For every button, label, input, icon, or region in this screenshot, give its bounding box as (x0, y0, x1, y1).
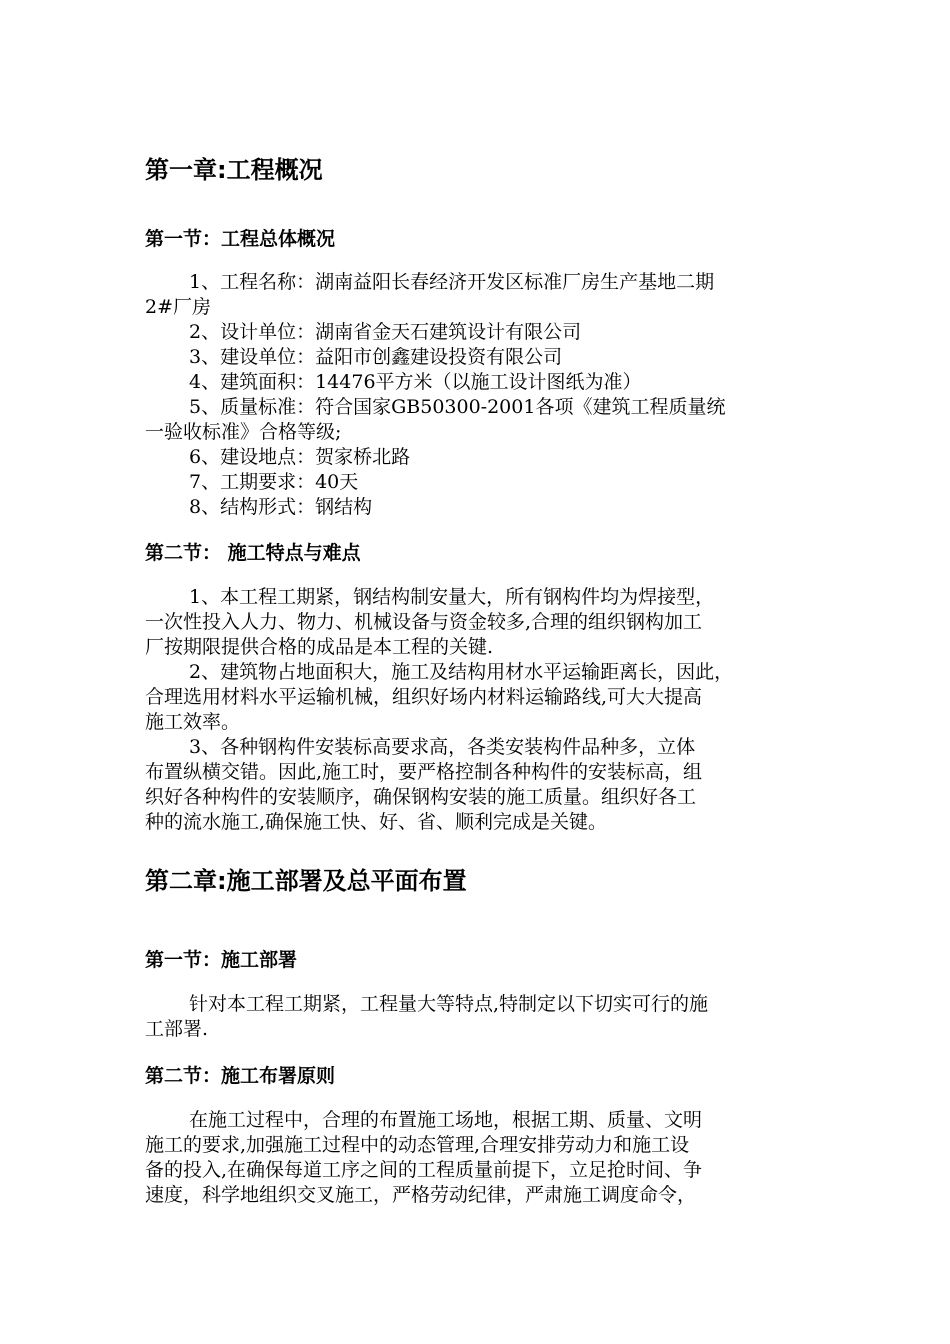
chapter-2-section-1-title: 第一节：施工部署 (145, 949, 298, 971)
principles-line-1: 在施工过程中，合理的布置施工场地，根据工期、质量、文明 (189, 1109, 703, 1131)
overview-item-building-area: 4、建筑面积：14476平方米（以施工设计图纸为准） (189, 371, 642, 393)
overview-item-location: 6、建设地点：贺家桥北路 (189, 446, 411, 468)
feature-paragraph-3-line-4: 种的流水施工,确保施工快、好、省、顺利完成是关键。 (145, 811, 608, 833)
overview-item-project-name-cont: 2#厂房 (145, 296, 212, 318)
feature-paragraph-2-line-3: 施工效率。 (145, 711, 241, 733)
principles-line-4: 速度，科学地组织交叉施工，严格劳动纪律，严肃施工调度命令， (145, 1184, 697, 1206)
deployment-line-1: 针对本工程工期紧，工程量大等特点,特制定以下切实可行的施 (189, 993, 709, 1015)
deployment-text (145, 992, 807, 1042)
chapter-1-section-2-title: 第二节： 施工特点与难点 (145, 542, 361, 564)
deployment-principles-text (145, 1108, 807, 1208)
principles-line-3: 备的投入,在确保每道工序之间的工程质量前提下，立足抢时间、争 (145, 1159, 703, 1181)
chapter-1-section-1-title: 第一节：工程总体概况 (145, 228, 336, 250)
feature-paragraph-2-line-2: 合理选用材料水平运输机械，组织好场内材料运输路线,可大大提高 (145, 686, 703, 708)
overview-item-construction-unit: 3、建设单位：益阳市创鑫建设投资有限公司 (189, 346, 563, 368)
feature-paragraph-1-line-1: 1、本工程工期紧，钢结构制安量大，所有钢构件均为焊接型， (189, 586, 715, 608)
chapter-2-section-2-title: 第二节：施工布署原则 (145, 1065, 336, 1087)
construction-features-text (145, 585, 807, 835)
project-overview-list (145, 270, 807, 520)
overview-item-quality-standard: 5、质量标准：符合国家GB50300-2001各项《建筑工程质量统 (189, 396, 726, 418)
principles-line-2: 施工的要求,加强施工过程中的动态管理,合理安排劳动力和施工设 (145, 1134, 690, 1156)
feature-paragraph-1-line-2: 一次性投入人力、物力、机械设备与资金较多,合理的组织钢构加工 (145, 611, 703, 633)
feature-paragraph-2-line-1: 2、建筑物占地面积大，施工及结构用材水平运输距离长，因此， (189, 661, 734, 683)
feature-paragraph-1-line-3: 厂按期限提供合格的成品是本工程的关键. (145, 636, 494, 658)
overview-item-duration: 7、工期要求：40天 (189, 471, 359, 493)
chapter-2-title: 第二章:施工部署及总平面布置 (145, 867, 467, 895)
overview-item-quality-standard-cont: 一验收标准》合格等级; (145, 421, 342, 443)
overview-item-design-unit: 2、设计单位：湖南省金天石建筑设计有限公司 (189, 321, 582, 343)
deployment-line-2: 工部署. (145, 1018, 209, 1040)
feature-paragraph-3-line-1: 3、各种钢构件安装标高要求高，各类安装构件品种多，立体 (189, 736, 696, 758)
feature-paragraph-3-line-3: 织好各种构件的安装顺序，确保钢构安装的施工质量。组织好各工 (145, 786, 697, 808)
overview-item-structure: 8、结构形式：钢结构 (189, 496, 373, 518)
overview-item-project-name: 1、工程名称：湖南益阳长春经济开发区标准厂房生产基地二期 (189, 271, 715, 293)
feature-paragraph-3-line-2: 布置纵横交错。因此,施工时，要严格控制各种构件的安装标高，组 (145, 761, 703, 783)
chapter-1-title: 第一章:工程概况 (145, 156, 323, 184)
